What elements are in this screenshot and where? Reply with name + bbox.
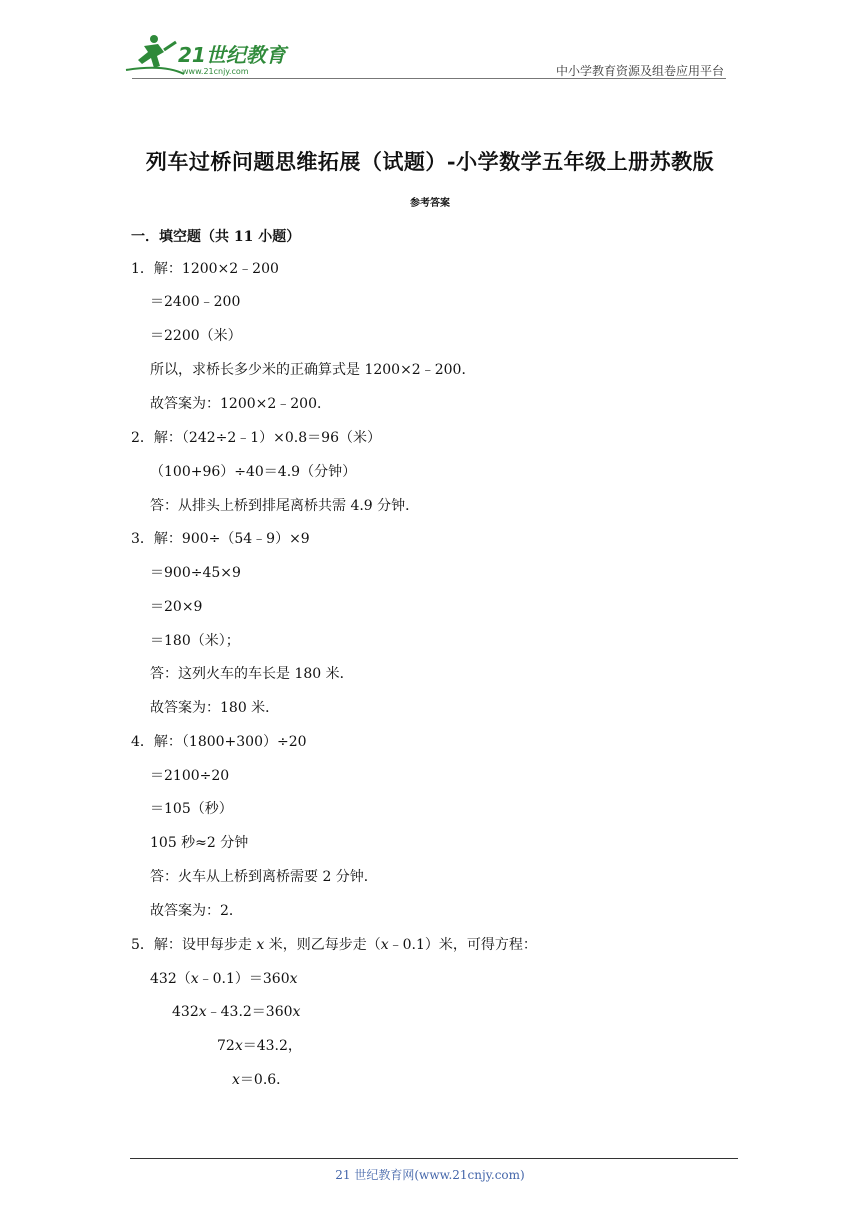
runner-icon bbox=[126, 35, 184, 74]
header-divider bbox=[132, 78, 726, 79]
answer-line: ＝2400﹣200 bbox=[150, 294, 241, 310]
section-heading: 一．填空题（共 11 小题） bbox=[131, 229, 301, 245]
page-footer: 21 世纪教育网(www.21cnjy.com) bbox=[335, 1168, 525, 1182]
answer-line: ＝900÷45×9 bbox=[150, 565, 241, 581]
answer-line: （100+96）÷40＝4.9（分钟） bbox=[150, 464, 357, 480]
answer-line: 432（x﹣0.1）＝360x bbox=[150, 971, 298, 987]
answer-line: ＝20×9 bbox=[150, 599, 203, 615]
page-subtitle: 参考答案 bbox=[410, 198, 450, 209]
answer-line: 72x＝43.2， bbox=[217, 1038, 302, 1054]
answer-line: 所以，求桥长多少米的正确算式是 1200×2﹣200． bbox=[150, 362, 476, 378]
footer-divider bbox=[130, 1158, 738, 1159]
site-tagline: 中小学教育资源及组卷应用平台 bbox=[555, 64, 724, 78]
answer-line: ＝180（米）； bbox=[150, 633, 240, 649]
page-title: 列车过桥问题思维拓展（试题）-小学数学五年级上册苏教版 bbox=[145, 149, 715, 174]
answer-line: 故答案为：1200×2﹣200． bbox=[150, 396, 331, 412]
answer-line: x＝0.6． bbox=[232, 1072, 291, 1088]
answer-line: 5．解：设甲每步走 x 米，则乙每步走（x﹣0.1）米，可得方程： bbox=[131, 937, 537, 953]
answer-line: 432x﹣43.2＝360x bbox=[172, 1004, 301, 1020]
answer-line: 3．解：900÷（54﹣9）×9 bbox=[131, 531, 310, 547]
answer-line: 故答案为：180 米． bbox=[150, 700, 280, 716]
answer-line: 答：这列火车的车长是 180 米． bbox=[150, 666, 354, 682]
answer-line: ＝2100÷20 bbox=[150, 768, 230, 784]
answer-line: 答：从排头上桥到排尾离桥共需 4.9 分钟． bbox=[150, 498, 420, 514]
answer-line: ＝105（秒） bbox=[150, 801, 233, 817]
answer-line: 4．解：（1800+300）÷20 bbox=[131, 734, 307, 750]
answer-line: 故答案为：2． bbox=[150, 903, 243, 919]
answer-line: 1．解：1200×2﹣200 bbox=[131, 261, 279, 277]
answer-line: 2．解：（242÷2﹣1）×0.8＝96（米） bbox=[131, 430, 381, 446]
answer-line: 105 秒≈2 分钟 bbox=[150, 835, 249, 851]
answer-line: 答：火车从上桥到离桥需要 2 分钟． bbox=[150, 869, 378, 885]
site-logo bbox=[124, 30, 294, 78]
answer-line: ＝2200（米） bbox=[150, 328, 242, 344]
logo-url: www.21cnjy.com bbox=[182, 67, 249, 76]
page-header bbox=[124, 30, 724, 80]
logo-text: 21世纪教育 bbox=[178, 43, 286, 67]
